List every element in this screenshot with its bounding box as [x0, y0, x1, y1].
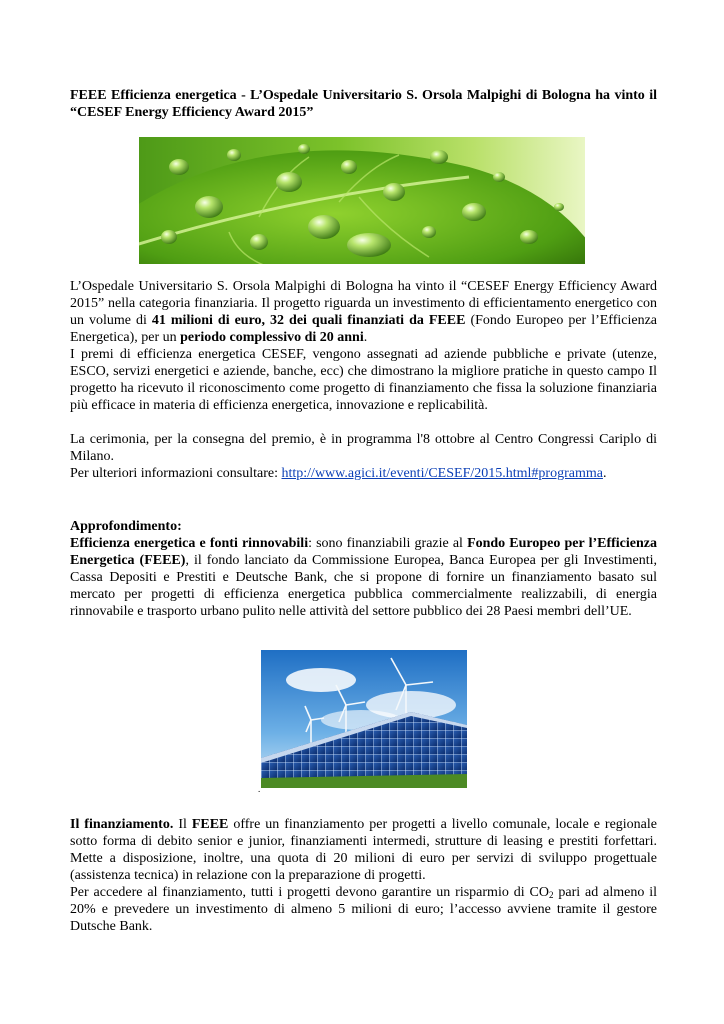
intro-paragraph: L’Ospedale Universitario S. Orsola Malpighi di Bologna ha vinto il “CESEF Energy Efficiency Award 2015” nella categoria finanziaria. Il progetto riguarda un investimento di efficientamento energetico con un volume di 41 milioni di euro, 32 dei quali finanziati da FEEE (Fondo Europeo per l’Efficienza Energetica), per un periodo complessivo di 20 anni.	[70, 279, 658, 345]
approfondimento-paragraph: Efficienza energetica e fonti rinnovabili: sono finanziabili grazie al Fondo Europeo per l’Efficienza Energetica (FEEE), il fondo lanciato da Commissione Europea, Banca Europea per gli Investimenti, Cassa Depositi e Prestiti e Deutsche Bank, che si propone di fornire un finanziamento basato sul mercato per progetti di efficienza energetica pubblica commercialmente realizzabili, di energia rinnovabile e trasporto urbano pulito nelle attività del settore pubblico dei 28 Paesi membri dell’UE.	[70, 536, 658, 619]
finanziamento-section	[70, 816, 657, 935]
cesef-paragraph: I premi di efficienza energetica CESEF, vengono assegnati ad aziende pubbliche e private (utenze, ESCO, servizi energetici e aziende, banche, ecc) che dimostrano la migliore pratiche in questo campo Il progetto ha ricevuto il riconoscimento come progetto di finanziamento che fissa la soluzione finanziaria più efficace in materia di efficienza energetica, innovazione e replicabilità.	[70, 347, 657, 413]
solar-wind-image	[261, 650, 467, 788]
approfondimento-heading: Approfondimento:	[70, 519, 182, 534]
leaf-drops-image	[139, 137, 585, 264]
program-link[interactable]: http://www.agici.it/eventi/CESEF/2015.html#programma	[281, 466, 603, 481]
finanziamento-paragraph: Il finanziamento. Il FEEE offre un finanziamento per progetti a livello comunale, locale e regionale sotto forma di debito senior e junior, finanziamenti intermedi, strutture di leasing e prestiti forfettari. Mette a disposizione, inoltre, una quota di 20 milioni di euro per servizi di sviluppo progettuale (assistenza tecnica) in relazione con la preparazione di progetti.	[70, 817, 657, 883]
approfondimento-section	[70, 518, 657, 620]
co2-paragraph: Per accedere al finanziamento, tutti i progetti devono garantire un risparmio di $CO_2$ pari ad almeno il 20% e prevedere un investimento di almeno 5 milioni di euro; l’accesso avviene tramite il gestore Dutsche Bank.	[70, 885, 658, 934]
ceremony-paragraph: La cerimonia, per la consegna del premio, è in programma l'8 ottobre al Centro Congressi Cariplo di Milano.	[70, 432, 657, 464]
leaf-drops-illustration	[139, 137, 585, 264]
more-info-paragraph: Per ulteriori informazioni consultare: http://www.agici.it/eventi/CESEF/2015.html#programma.	[70, 466, 607, 481]
document-title: FEEE Efficienza energetica - L’Ospedale Universitario S. Orsola Malpighi di Bologna ha vinto il “CESEF Energy Efficiency Award 2015”	[70, 88, 657, 120]
figure-dot: .	[258, 784, 261, 794]
solar-wind-illustration	[261, 650, 467, 788]
intro-section	[70, 278, 657, 482]
